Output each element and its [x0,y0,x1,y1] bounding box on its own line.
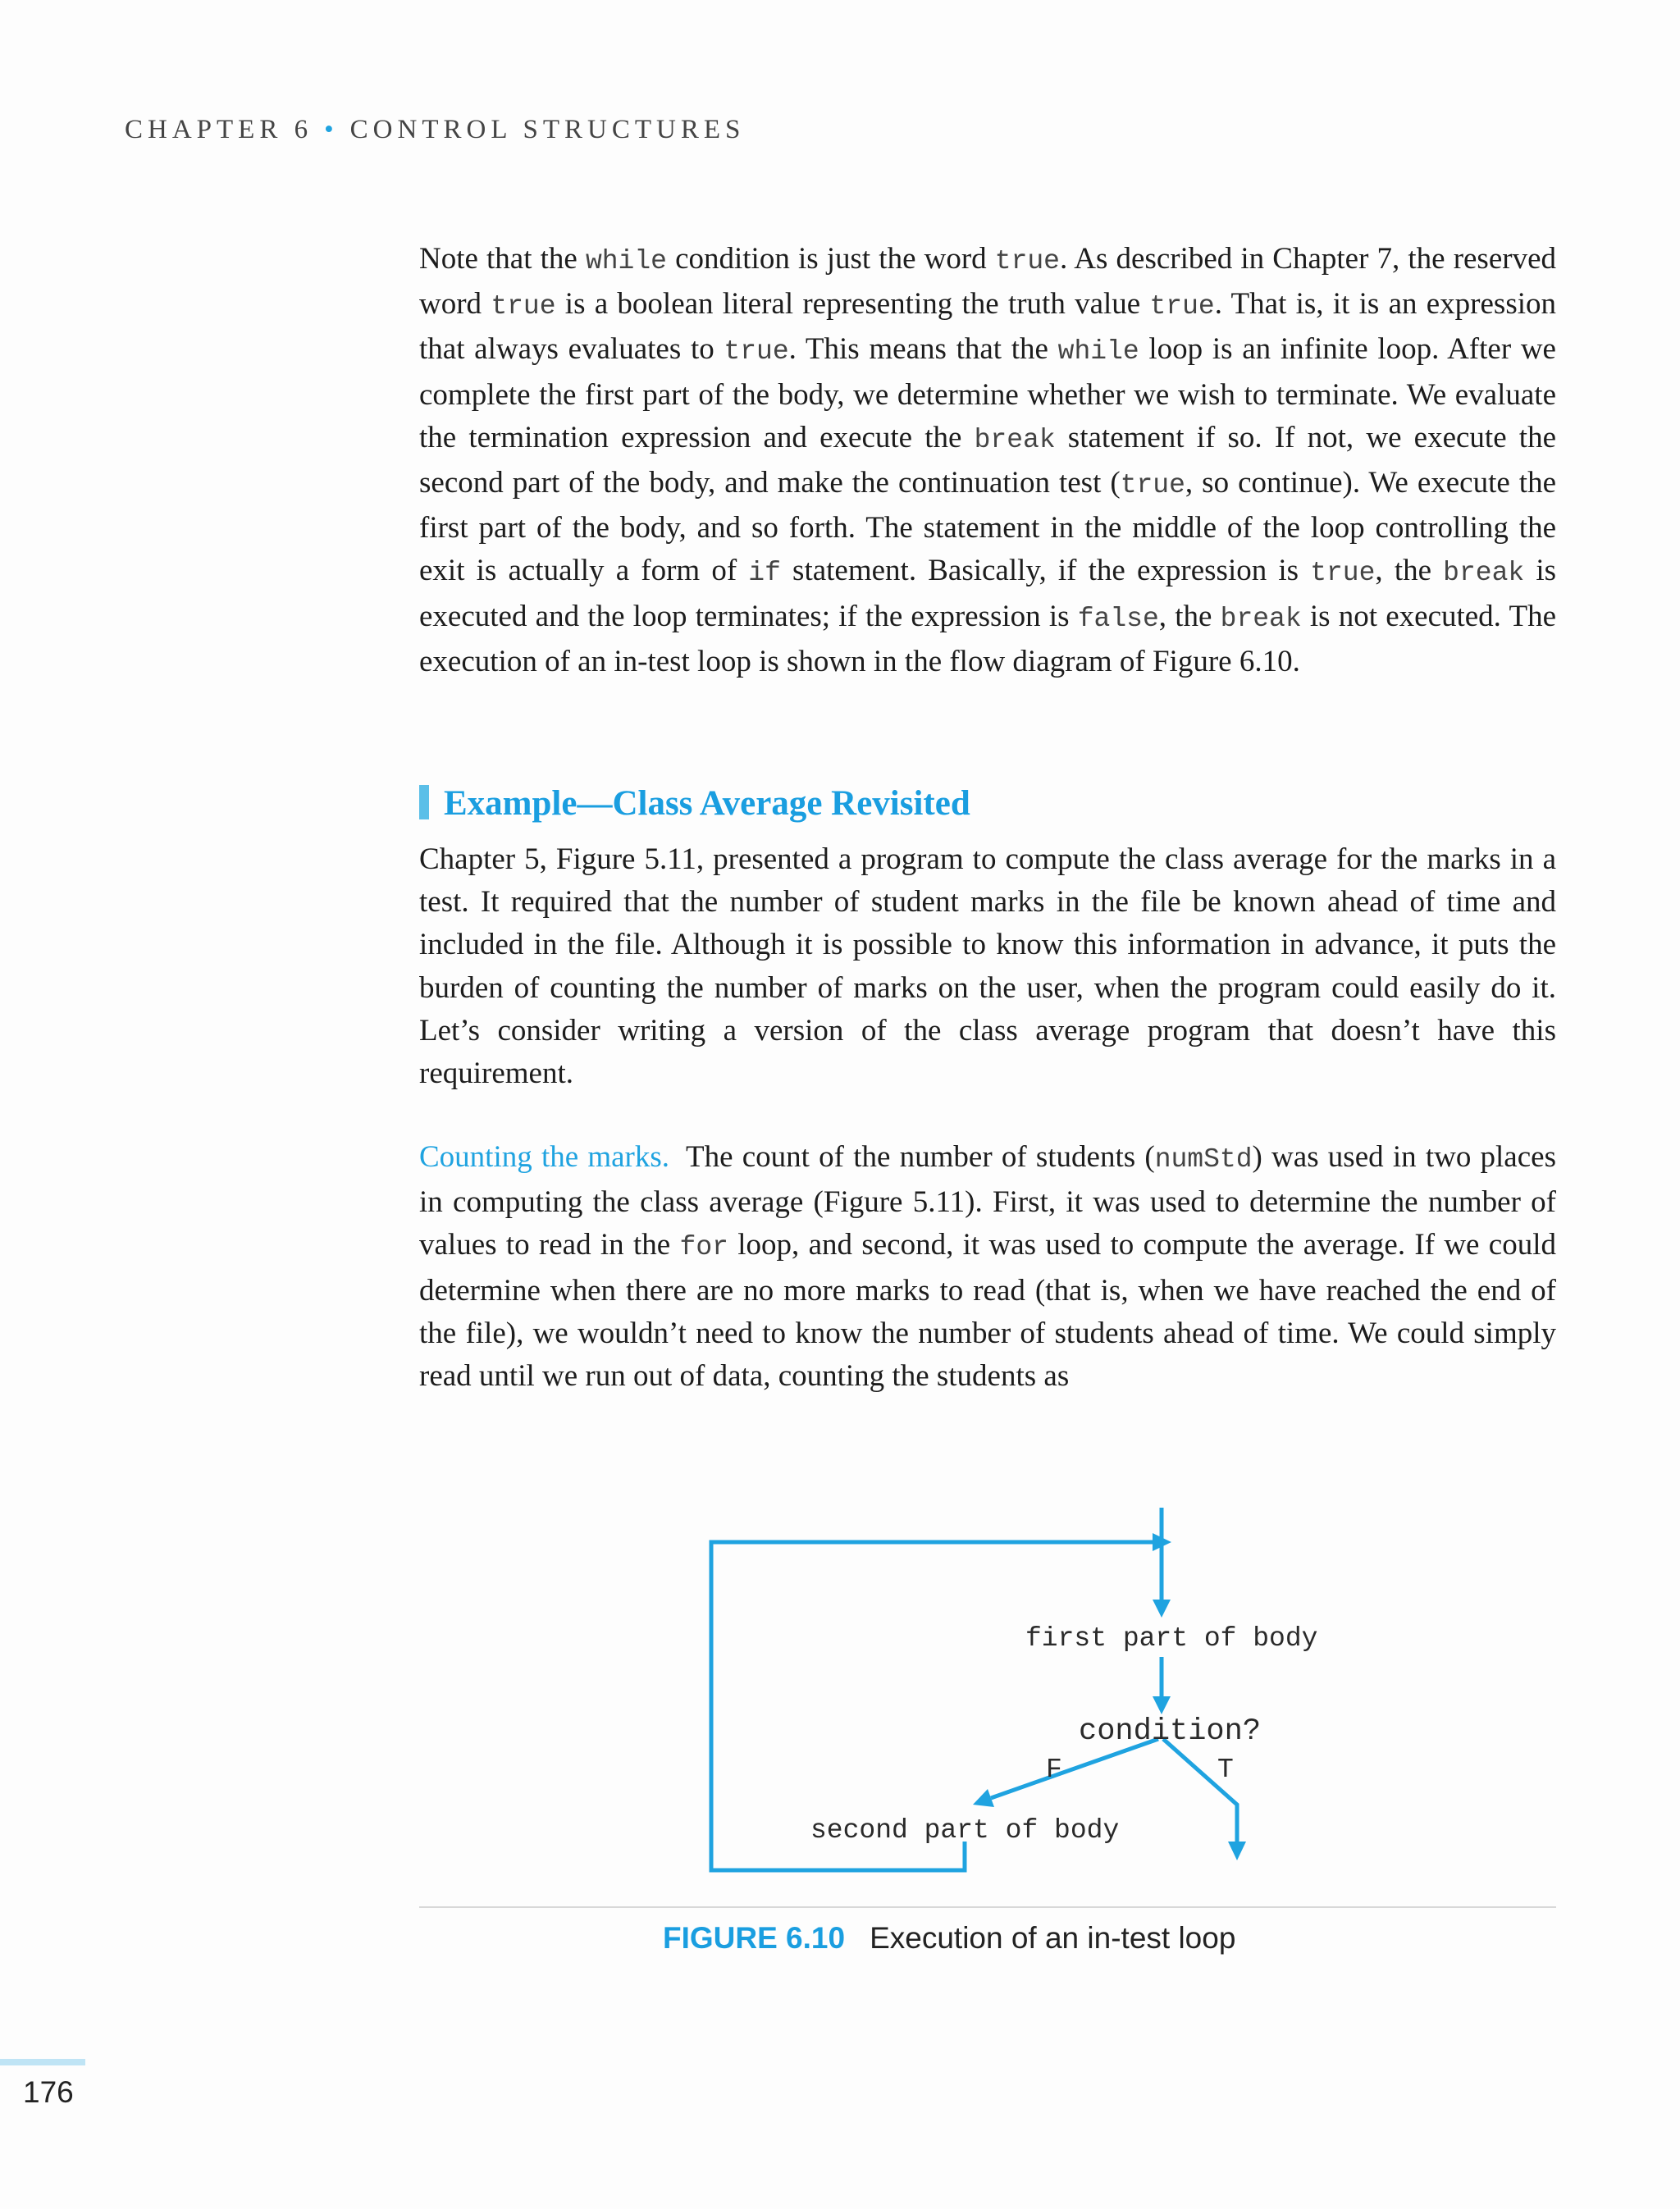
arrowheads [973,1533,1246,1860]
first-part-label: first part of body [1025,1623,1318,1654]
running-head [125,115,745,145]
code-true: true [724,336,789,367]
arrow-down-icon [1228,1842,1246,1860]
chapter-label: CHAPTER 6 [125,115,313,144]
runin-heading: Counting the marks. [419,1140,670,1174]
paragraph-counting-marks: Counting the marks. The count of the number of students (numStd) was used in two places in computing the class average (Figure 5.11). First, it was used to determine the number of values to read in the for loop, and second, it was used to compute the average. If we could determine when there are no more marks to read (that is, when we have reached the end of the file), we wouldn’t need to know the number of students ahead of time. We could simply read until we run out of data, counting the students as [419,1140,1556,1394]
code-if: if [748,558,781,589]
code-true: true [1310,558,1376,589]
loop-back-line [711,1542,1153,1870]
bullet-icon: • [324,115,339,144]
figure-number: FIGURE 6.10 [663,1921,846,1955]
code-numstd: numStd [1154,1144,1253,1175]
figure-caption-text: Execution of an in-test loop [870,1921,1236,1955]
condition-label: condition? [1079,1714,1262,1749]
code-true: true [1149,291,1215,322]
chapter-title: CONTROL STRUCTURES [349,115,746,144]
paragraph-class-average: Chapter 5, Figure 5.11, presented a program to compute the class average for the marks in a test. It required that the number of student marks in the file be known ahead of time and included in the file. Although it is possible to know this information in advance, it puts the burden of counting the number of marks on the user, when the program could easily do it. Let’s consider writing a version of the class average program that doesn’t have this requirement. [419,842,1556,1091]
section-heading-text: Example—Class Average Revisited [444,784,970,823]
arrow-down-icon [1153,1600,1171,1618]
code-while: while [585,246,667,276]
arrow-down-icon [1153,1696,1171,1714]
false-label: F [1046,1755,1062,1785]
page-number: 176 [23,2075,74,2109]
second-part-label: second part of body [810,1815,1120,1846]
code-true: true [994,246,1060,276]
code-for: for [679,1232,728,1263]
paragraph-in-test-loop: Note that the while condition is just the word true. As described in Chapter 7, the reserved word true is a boolean literal representing the truth value true. That is, it is an expression that always evaluates to true. This means that the while loop is an infinite loop. After we complete the first part of the body, we determine whether we wish to terminate. We evaluate the termination expression and execute the break statement if so. If not, we execute the second part of the body, and make the continuation test (true, so continue). We execute the first part of the body, and so forth. The statement in the middle of the loop controlling the exit is actually a form of if statement. Basically, if the expression is true, the break is executed and the loop terminates; if the expression is false, the break is not executed. The execution of an in-test loop is shown in the flow diagram of Figure 6.10. [419,242,1557,678]
page-tab [0,2059,85,2065]
flow-arrows [711,1508,1237,1870]
true-branch-line [1163,1739,1237,1842]
arrow-right-icon [1153,1533,1171,1551]
code-true: true [1120,470,1185,501]
heading-bar [419,785,429,819]
figure-caption [663,1921,1235,1956]
code-break: break [974,424,1056,455]
code-break: break [1220,603,1302,634]
false-branch-line [991,1739,1158,1798]
arrow-down-left-icon [973,1789,994,1807]
true-label: T [1217,1755,1234,1785]
code-while: while [1057,336,1139,367]
code-true: true [491,291,556,322]
code-false: false [1077,603,1159,634]
code-break: break [1443,558,1525,589]
section-heading [419,783,970,824]
